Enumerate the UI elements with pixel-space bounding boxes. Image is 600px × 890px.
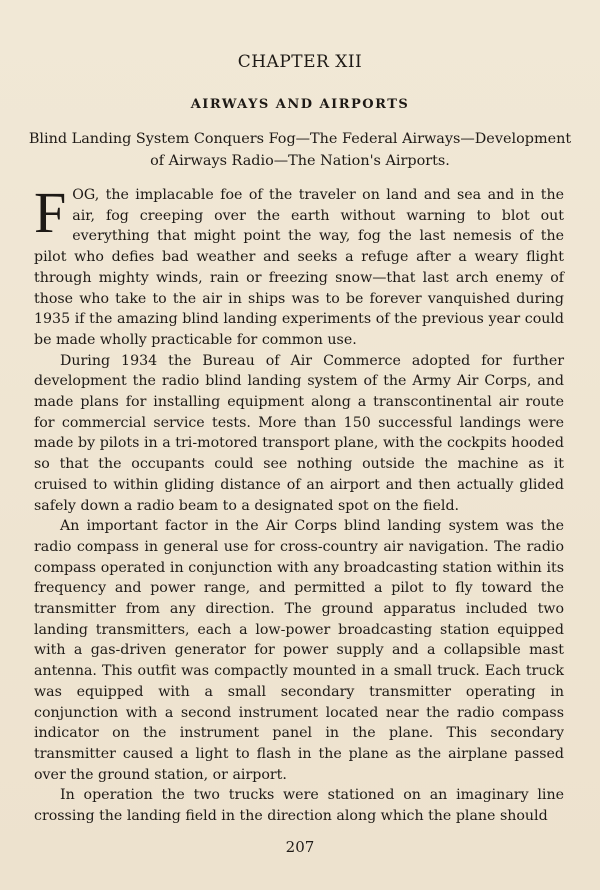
paragraph-1-text: OG, the implacable foe of the traveler on land and sea and in the air, fog creeping over the earth without warning to blot out everything that might point the way, fog the last nemesis of the pilot who defies bad weather and seeks a refuge after a weary flight through mighty winds, rain or freezing snow—that last arch enemy of those who take to the air in ships was to be forever vanquished during 1935 if the amazing blind landing experiments of the previous year could be made wholly practicable for common use. (34, 187, 564, 348)
page-number: 207 (285, 838, 315, 856)
chapter-heading: CHAPTER XII (237, 52, 363, 72)
paragraph-4: In operation the two trucks were stationed on an imaginary line crossing the landing field in the direction along which the plane should (34, 787, 564, 825)
drop-cap: F (34, 180, 67, 245)
paragraph-1 (34, 180, 564, 351)
paragraph-3: An important factor in the Air Corps blind landing system was the radio compass in general use for cross-country air navigation. The radio compass operated in conjunction with any broadcasting station within its frequency and power range, and permitted a pilot to fly toward the transmitter from any direction. The ground apparatus included two landing transmitters, each a low-power broadcasting station equipped with a gas-driven generator for power supply and a collapsible mast antenna. This outfit was compactly mounted in a small truck. Each truck was equipped with a small secondary transmitter operating in conjunction with a second instrument located near the radio compass indicator on the instrument panel in the plane. This secondary transmitter caused a light to flash in the plane as the airplane passed over the ground station, or airport. (34, 518, 564, 783)
paragraph-2: During 1934 the Bureau of Air Commerce adopted for further development the radio blind landing system of the Army Air Corps, and made plans for installing equipment along a transcontinental air route for commercial service tests. More than 150 successful landings were made by pilots in a tri-motored transport plane, with the cockpits hooded so that the occupants could see nothing outside the machine as it cruised to within gliding distance of an airport and then actually glided safely down a radio beam to a designated spot on the field. (34, 352, 564, 514)
chapter-title: AIRWAYS AND AIRPORTS (190, 97, 410, 112)
body-text (34, 180, 564, 827)
chapter-summary: Blind Landing System Conquers Fog—The Federal Airways—Development of Airways Radio—The Nation's Airports. (28, 131, 572, 169)
